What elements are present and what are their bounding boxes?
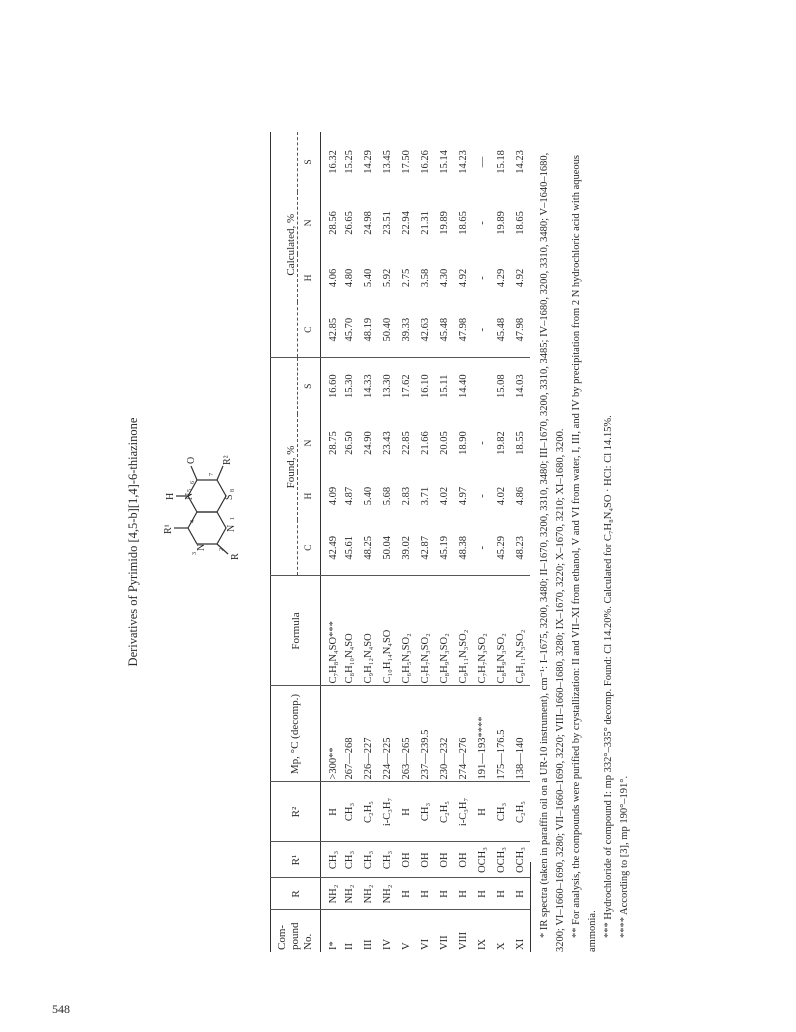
cell-found-h: 4.87 [343, 486, 355, 506]
cell-calc-s: 14.23 [457, 150, 469, 174]
cell-found-h: 4.02 [438, 486, 450, 506]
cell-found-h: - [476, 494, 488, 498]
substituent-bond-r2 [217, 466, 223, 480]
cell-r2: H [473, 782, 492, 842]
label-n1: N [226, 524, 237, 532]
ring-number-1: 1 [230, 517, 236, 520]
cell-calc-c: - [473, 302, 492, 358]
carbonyl-bond [191, 466, 197, 480]
cell-calc-h: 4.29 [495, 268, 507, 288]
cell-calc-h: 4.92 [514, 268, 526, 288]
label-r1: R¹ [163, 524, 174, 534]
cell-found-h: 2.83 [400, 486, 412, 506]
cell-calc-c: 47.98 [454, 302, 473, 358]
table-row [511, 132, 530, 952]
cell-formula: C₇H₈N₄SO*** [321, 576, 340, 686]
cell-found-n: 19.82 [495, 431, 507, 455]
cell-calc-c: 45.48 [435, 302, 454, 358]
cell-found-c: 39.02 [397, 520, 416, 576]
cell-r2: C₂H₅ [435, 782, 454, 842]
cell-found-n: 18.90 [457, 431, 469, 455]
cell-compound-no: VI [419, 938, 431, 950]
header-calc-s: S [304, 159, 314, 165]
header-calculated: Calculated, % [271, 132, 298, 358]
cell-found-n: 26.50 [343, 431, 355, 455]
cell-found-s [473, 358, 492, 414]
ring-number-7: 7 [209, 473, 215, 476]
cell-found-h: 5.40 [362, 486, 374, 506]
cell-found-c: 48.38 [454, 520, 473, 576]
cell-calc-c: 42.63 [416, 302, 435, 358]
header-found-s: S [304, 383, 314, 389]
table-row [397, 132, 416, 952]
cell-calc-n: 24.98 [362, 211, 374, 235]
cell-compound-no: VIII [457, 931, 469, 950]
cell-r2: C₂H₅ [511, 782, 530, 842]
cell-formula: C₈H₉N₃SO₂ [492, 576, 511, 686]
ring-number-6: 6 [190, 481, 196, 484]
cell-r2: C₂H₅ [359, 782, 378, 842]
cell-r: NH₂ [378, 878, 397, 910]
cell-formula: C₆H₅N₃SO₂ [397, 576, 416, 686]
cell-calc-c: 45.48 [492, 302, 511, 358]
ring-number-3: 3 [192, 552, 198, 555]
cell-found-c: - [473, 520, 492, 576]
cell-mp: 224—225 [378, 686, 397, 782]
cell-found-h: 4.02 [495, 486, 507, 506]
cell-compound-no: V [400, 942, 412, 950]
cell-r: H [416, 878, 435, 910]
cell-found-s: 15.08 [495, 374, 507, 399]
ring-number-5: 5 [187, 489, 193, 492]
cell-found-n: 22.85 [400, 431, 412, 455]
cell-found-n: 21.66 [419, 431, 431, 455]
label-n3: N [196, 543, 207, 551]
label-n5: N [184, 492, 195, 500]
cell-found-s: 15.11 [438, 374, 450, 398]
cell-found-c: 48.23 [511, 520, 530, 576]
cell-found-c: 48.25 [359, 520, 378, 576]
cell-compound-no: II [343, 943, 355, 950]
cell-mp: 226—227 [359, 686, 378, 782]
cell-r1: CH₃ [359, 842, 378, 878]
cell-formula: C₇H₇N₃SO₂ [473, 576, 492, 686]
cell-formula: C₁₀H₁₄N₄SO [378, 576, 397, 686]
footnotes [530, 132, 633, 952]
label-h: H [165, 492, 176, 500]
cell-calc-s: 14.29 [362, 150, 374, 174]
cell-r1: OH [454, 842, 473, 878]
cell-found-c: 42.87 [416, 520, 435, 576]
label-o: O [186, 456, 197, 464]
derivatives-table [270, 132, 530, 952]
cell-calc-c: 48.19 [359, 302, 378, 358]
rotated-table-page [120, 132, 710, 952]
cell-found-s: 14.03 [514, 374, 526, 399]
cell-mp: 191—193**** [473, 686, 492, 782]
header-mp: Mp, °C (decomp.) [271, 686, 321, 782]
table-row [321, 132, 340, 952]
header-found-n: N [304, 439, 314, 447]
cell-calc-c: 45.70 [340, 302, 359, 358]
table-title: Derivatives of Pyrimido [4,5-b][1,4]-6-thiazinone [126, 417, 140, 667]
cell-calc-n: - [476, 221, 488, 225]
header-compound-no: Com-pound No. [276, 922, 314, 950]
cell-calc-h: - [476, 276, 488, 280]
cell-r1: OCH₃ [492, 842, 511, 878]
cell-calc-n: 22.94 [400, 211, 412, 235]
cell-calc-s: 16.32 [327, 150, 339, 174]
cell-r2: i-C₃H₇ [378, 782, 397, 842]
header-found: Found, % [271, 358, 298, 576]
cell-calc-c: 50.40 [378, 302, 397, 358]
cell-found-h: 3.71 [419, 486, 431, 506]
cell-calc-h: 5.40 [362, 268, 374, 288]
cell-found-n: 24.90 [362, 431, 374, 455]
cell-r1: CH₃ [378, 842, 397, 878]
cell-r2: H [321, 782, 340, 842]
cell-found-c: 45.19 [435, 520, 454, 576]
cell-r: H [397, 878, 416, 910]
table-row [416, 132, 435, 952]
cell-r1: CH₃ [340, 842, 359, 878]
cell-found-s: 14.40 [457, 374, 469, 399]
cell-found-s: 15.30 [343, 374, 355, 399]
cell-calc-n: 28.56 [327, 211, 339, 235]
cell-r1: OCH₃ [473, 842, 492, 878]
cell-calc-n: 18.65 [457, 211, 469, 235]
cell-formula: C₉H₁₁N₃SO₂ [511, 576, 530, 686]
table-row [378, 132, 397, 952]
label-r: R [230, 553, 241, 560]
cell-calc-h: 4.30 [438, 268, 450, 288]
cell-calc-s: 15.25 [343, 150, 355, 174]
cell-calc-s: 15.14 [438, 150, 450, 174]
cell-r: NH₂ [340, 878, 359, 910]
header-calc-n: N [304, 219, 314, 227]
cell-found-n: 20.05 [438, 431, 450, 455]
chemical-structure-diagram [160, 430, 255, 560]
header-r: R [271, 878, 321, 910]
cell-mp: >300** [321, 686, 340, 782]
footnote-2: ** For analysis, the compounds were purified by crystallization: II and VII–XI from ethanol, V and VI from water, I, III, and IV by precipitation from 2 N hydrochloric acid with aqueous ammonia. [571, 155, 598, 952]
cell-calc-s: 15.18 [495, 150, 507, 174]
cell-r1: OH [435, 842, 454, 878]
cell-found-c: 45.61 [340, 520, 359, 576]
cell-r: H [473, 878, 492, 910]
cell-r1: OCH₃ [511, 842, 530, 878]
cell-calc-s: 17.50 [400, 150, 412, 174]
footnote-4: **** According to [3], mp 190°–191°. [619, 775, 630, 938]
page-number: 548 [52, 1002, 70, 1016]
cell-r: NH₂ [359, 878, 378, 910]
cell-found-n: - [476, 441, 488, 445]
cell-calc-s: 16.26 [419, 150, 431, 174]
cell-found-h: 4.86 [514, 486, 526, 506]
cell-r: H [511, 878, 530, 910]
cell-r2: CH₃ [340, 782, 359, 842]
cell-found-s: 13.30 [381, 374, 393, 399]
cell-calc-h: 4.92 [457, 268, 469, 288]
cell-calc-h: 4.06 [327, 268, 339, 288]
cell-calc-s: — [476, 156, 488, 168]
cell-formula: C₇H₇N₃SO₂ [416, 576, 435, 686]
header-found-h: H [304, 492, 314, 500]
cell-r: NH₂ [321, 878, 340, 910]
cell-compound-no: X [495, 942, 507, 950]
cell-mp: 274—276 [454, 686, 473, 782]
cell-found-s: 17.62 [400, 374, 412, 399]
table-row [473, 132, 492, 952]
cell-formula: C₈H₉N₃SO₂ [435, 576, 454, 686]
footnote-1: * IR spectra (taken in paraffin oil on a UR-10 instrument), cm⁻¹: I–1675, 3200, 3480; II–1670, 3200, 3310, 3480; III–1670, 3200, 3310, 3485; IV–1680, 3200, 3310, 3480; V–1640–1680, 3200; VI–1660–1690, 3280; VII–1660–1690, 3220; VIII–1660–1680, 3280; IX–1670, 3220; X–1670, 3210; XI–1680, 3200. [539, 152, 566, 952]
cell-r: H [492, 878, 511, 910]
cell-calc-s: 14.23 [514, 150, 526, 174]
cell-calc-n: 21.31 [419, 211, 431, 235]
cell-calc-c: 47.98 [511, 302, 530, 358]
table-row [435, 132, 454, 952]
ring-number-8: 8 [230, 489, 236, 492]
cell-mp: 263—265 [397, 686, 416, 782]
cell-calc-h: 4.80 [343, 268, 355, 288]
cell-mp: 237—239.5 [416, 686, 435, 782]
cell-compound-no: XI [514, 938, 526, 950]
cell-found-h: 4.09 [327, 486, 339, 506]
cell-calc-n: 19.89 [495, 211, 507, 235]
cell-r1: CH₃ [321, 842, 340, 878]
header-found-c: C [298, 520, 321, 576]
cell-r2: CH₃ [416, 782, 435, 842]
cell-mp: 267—268 [340, 686, 359, 782]
cell-compound-no: III [362, 939, 374, 950]
cell-calc-n: 26.65 [343, 211, 355, 235]
cell-found-s: 16.60 [327, 374, 339, 399]
cell-calc-n: 18.65 [514, 211, 526, 235]
cell-found-h: 5.68 [381, 486, 393, 506]
footnote-rule [530, 862, 531, 952]
pyrimidine-ring [188, 512, 226, 544]
cell-found-n: 28.75 [327, 431, 339, 455]
header-formula: Formula [271, 576, 321, 686]
cell-calc-n: 19.89 [438, 211, 450, 235]
cell-compound-no: IV [381, 938, 393, 950]
cell-found-c: 50.04 [378, 520, 397, 576]
label-r2: R² [222, 455, 233, 465]
cell-found-c: 42.49 [321, 520, 340, 576]
header-calc-c: C [298, 302, 321, 358]
cell-mp: 138—140 [511, 686, 530, 782]
cell-found-n: 18.55 [514, 431, 526, 455]
cell-r2: i-C₃H₇ [454, 782, 473, 842]
table-row [454, 132, 473, 952]
ring-number-4: 4 [190, 520, 196, 523]
cell-r2: H [397, 782, 416, 842]
footnote-3: *** Hydrochloride of compound I: mp 332°–335° decomp. Found: Cl 14.20%. Calculated for C₇H₈N₄SO · HCl: Cl 14.15%. [603, 415, 614, 938]
cell-compound-no: VII [438, 935, 450, 950]
table-row [492, 132, 511, 952]
cell-r2: CH₃ [492, 782, 511, 842]
cell-mp: 175—176.5 [492, 686, 511, 782]
cell-found-s: 14.33 [362, 374, 374, 399]
cell-formula: C₉H₁₂N₄SO [359, 576, 378, 686]
cell-r: H [454, 878, 473, 910]
cell-compound-no: I* [327, 941, 339, 950]
cell-r1: OH [397, 842, 416, 878]
table-row [359, 132, 378, 952]
ring-number-2: 2 [219, 548, 225, 551]
cell-calc-h: 3.58 [419, 268, 431, 288]
cell-found-h: 4.97 [457, 486, 469, 506]
cell-formula: C₈H₁₀N₄SO [340, 576, 359, 686]
cell-calc-c: 39.33 [397, 302, 416, 358]
header-r1: R¹ [271, 842, 321, 878]
cell-r1: OH [416, 842, 435, 878]
header-calc-h: H [304, 274, 314, 282]
cell-calc-c: 42.85 [321, 302, 340, 358]
header-r2: R² [271, 782, 321, 842]
label-s: S [224, 494, 235, 500]
cell-r: H [435, 878, 454, 910]
table-row [340, 132, 359, 952]
cell-found-n: 23.43 [381, 431, 393, 455]
cell-calc-n: 23.51 [381, 211, 393, 235]
cell-calc-s: 13.45 [381, 150, 393, 174]
cell-found-c: 45.29 [492, 520, 511, 576]
cell-found-s: 16.10 [419, 374, 431, 399]
cell-formula: C₉H₁₁N₃SO₂ [454, 576, 473, 686]
cell-calc-h: 5.92 [381, 268, 393, 288]
cell-compound-no: IX [476, 938, 488, 950]
cell-calc-h: 2.75 [400, 268, 412, 288]
table-body [321, 132, 530, 952]
cell-mp: 230—232 [435, 686, 454, 782]
